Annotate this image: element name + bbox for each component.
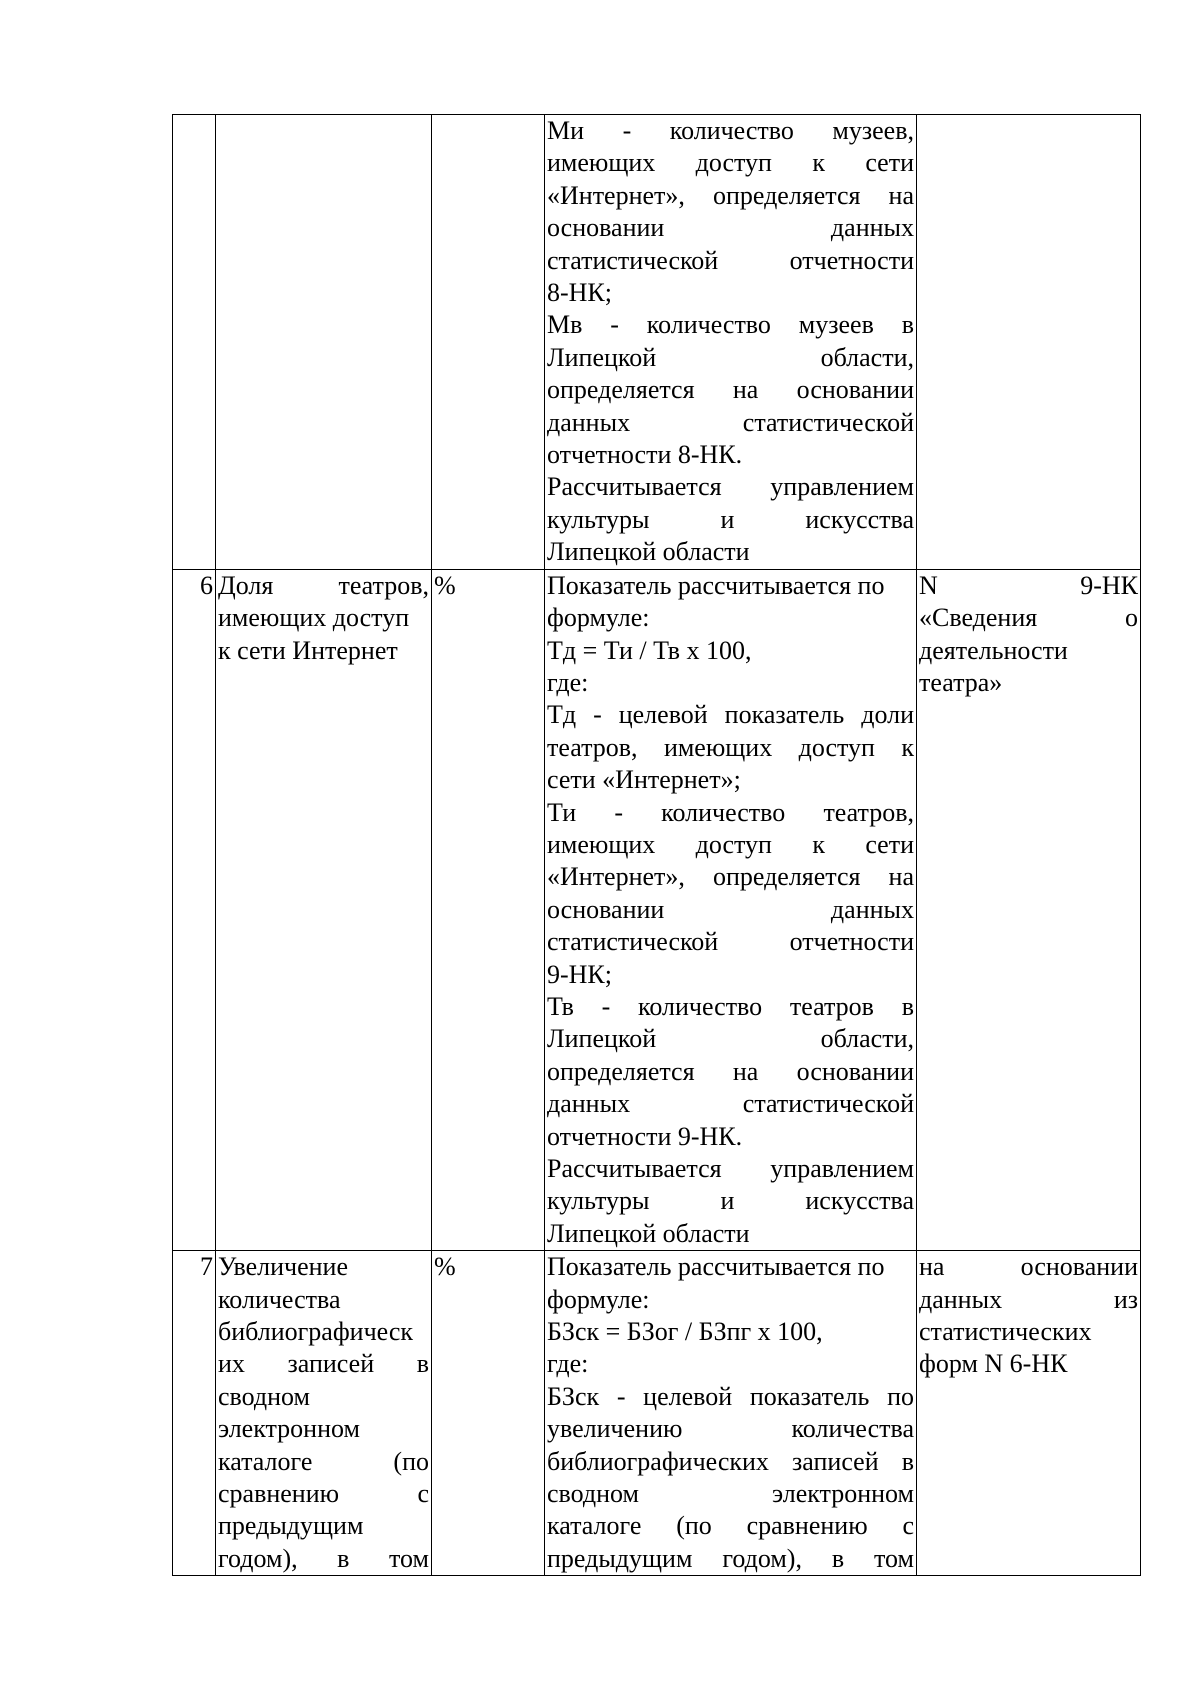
method-line: театров, имеющих доступ к: [547, 732, 914, 762]
source-line: N 9-НК: [919, 570, 1138, 600]
name-line: их записей в: [218, 1349, 429, 1379]
name-line: имеющих доступ: [218, 603, 410, 633]
unit-cell: [432, 569, 545, 1251]
name-line: библиографическ: [218, 1317, 414, 1347]
method-line: имеющих доступ к сети: [547, 148, 914, 178]
name-line: сравнению с: [218, 1479, 429, 1509]
name-line: Увеличение: [218, 1252, 349, 1282]
method-line: определяется на основании: [547, 1056, 914, 1086]
method-line: 9-НК;: [547, 959, 612, 989]
name-line: предыдущим: [218, 1511, 364, 1541]
name-line: к сети Интернет: [218, 635, 398, 665]
method-line: данных статистической: [547, 1089, 914, 1119]
source-cell: [917, 115, 1141, 570]
unit-cell: [432, 1251, 545, 1576]
name-line: сводном: [218, 1381, 310, 1411]
method-line: культуры и искусства: [547, 504, 914, 534]
method-line: Мв - количество музеев в: [547, 310, 914, 340]
method-line: Ти - количество театров,: [547, 797, 914, 827]
unit-cell: [432, 115, 545, 570]
method-line: Рассчитывается управлением: [547, 472, 914, 502]
row-number: 7: [200, 1252, 213, 1282]
method-cell: [545, 1251, 917, 1576]
method-line: отчетности 9-НК.: [547, 1121, 743, 1151]
row-number-cell: [173, 1251, 216, 1576]
method-line: Показатель рассчитывается по: [547, 1252, 885, 1282]
row-number: 6: [200, 570, 213, 600]
method-line: сети «Интернет»;: [547, 765, 741, 795]
row-number-cell: [173, 115, 216, 570]
method-cell: [545, 569, 917, 1251]
method-line: Тд - целевой показатель доли: [547, 700, 914, 730]
method-line: статистической отчетности: [547, 927, 914, 957]
method-line: культуры и искусства: [547, 1186, 914, 1216]
method-line: 8-НК;: [547, 278, 612, 308]
table-row: [173, 569, 1141, 1251]
indicator-name-cell: [216, 569, 432, 1251]
source-line: «Сведения о: [919, 603, 1138, 633]
method-line: отчетности 8-НК.: [547, 440, 743, 470]
source-line: театра»: [919, 667, 1003, 697]
unit: %: [434, 1252, 456, 1282]
method-line: имеющих доступ к сети: [547, 829, 914, 859]
method-line: Тв - количество театров в: [547, 991, 914, 1021]
method-line: «Интернет», определяется на: [547, 180, 914, 210]
source-line: деятельности: [919, 635, 1068, 665]
name-line: количества: [218, 1284, 341, 1314]
unit: %: [434, 570, 456, 600]
source-line: данных из: [919, 1284, 1138, 1314]
method-line: увеличению количества: [547, 1414, 914, 1444]
method-line: БЗск = БЗог / БЗпг x 100,: [547, 1317, 823, 1347]
method-line: каталоге (по сравнению с: [547, 1511, 914, 1541]
method-line: Ми - количество музеев,: [547, 116, 914, 145]
source-cell: [917, 1251, 1141, 1576]
method-cell: [545, 115, 917, 570]
source-line: статистических: [919, 1317, 1092, 1347]
method-line: «Интернет», определяется на: [547, 862, 914, 892]
source-line: на основании: [919, 1252, 1138, 1282]
method-line: предыдущим годом), в том: [547, 1543, 914, 1573]
method-line: Липецкой области: [547, 537, 750, 567]
method-line: Показатель рассчитывается по: [547, 570, 885, 600]
method-line: Липецкой области: [547, 1218, 750, 1248]
source-cell: [917, 569, 1141, 1251]
method-line: статистической отчетности: [547, 245, 914, 275]
method-line: формуле:: [547, 1284, 650, 1314]
name-line: годом), в том: [218, 1543, 429, 1573]
row-number-cell: [173, 569, 216, 1251]
indicator-name-cell: [216, 1251, 432, 1576]
indicators-table: [172, 114, 1141, 1576]
method-line: сводном электронном: [547, 1479, 914, 1509]
table-row: [173, 1251, 1141, 1576]
name-line: электронном: [218, 1414, 360, 1444]
method-line: основании данных: [547, 894, 914, 924]
method-line: библиографических записей в: [547, 1446, 914, 1476]
method-line: формуле:: [547, 603, 650, 633]
method-line: где:: [547, 1349, 589, 1379]
name-line: Доля театров,: [218, 570, 429, 600]
method-line: БЗск - целевой показатель по: [547, 1381, 914, 1411]
method-line: данных статистической: [547, 407, 914, 437]
source-line: форм N 6-НК: [919, 1349, 1068, 1379]
method-line: где:: [547, 667, 589, 697]
method-line: Липецкой области,: [547, 1024, 914, 1054]
name-line: каталоге (по: [218, 1446, 429, 1476]
table-row: [173, 115, 1141, 570]
method-line: Рассчитывается управлением: [547, 1154, 914, 1183]
method-line: Тд = Ти / Тв x 100,: [547, 635, 752, 665]
method-line: основании данных: [547, 213, 914, 243]
method-line: определяется на основании: [547, 375, 914, 405]
method-line: Липецкой области,: [547, 342, 914, 372]
indicator-name-cell: [216, 115, 432, 570]
